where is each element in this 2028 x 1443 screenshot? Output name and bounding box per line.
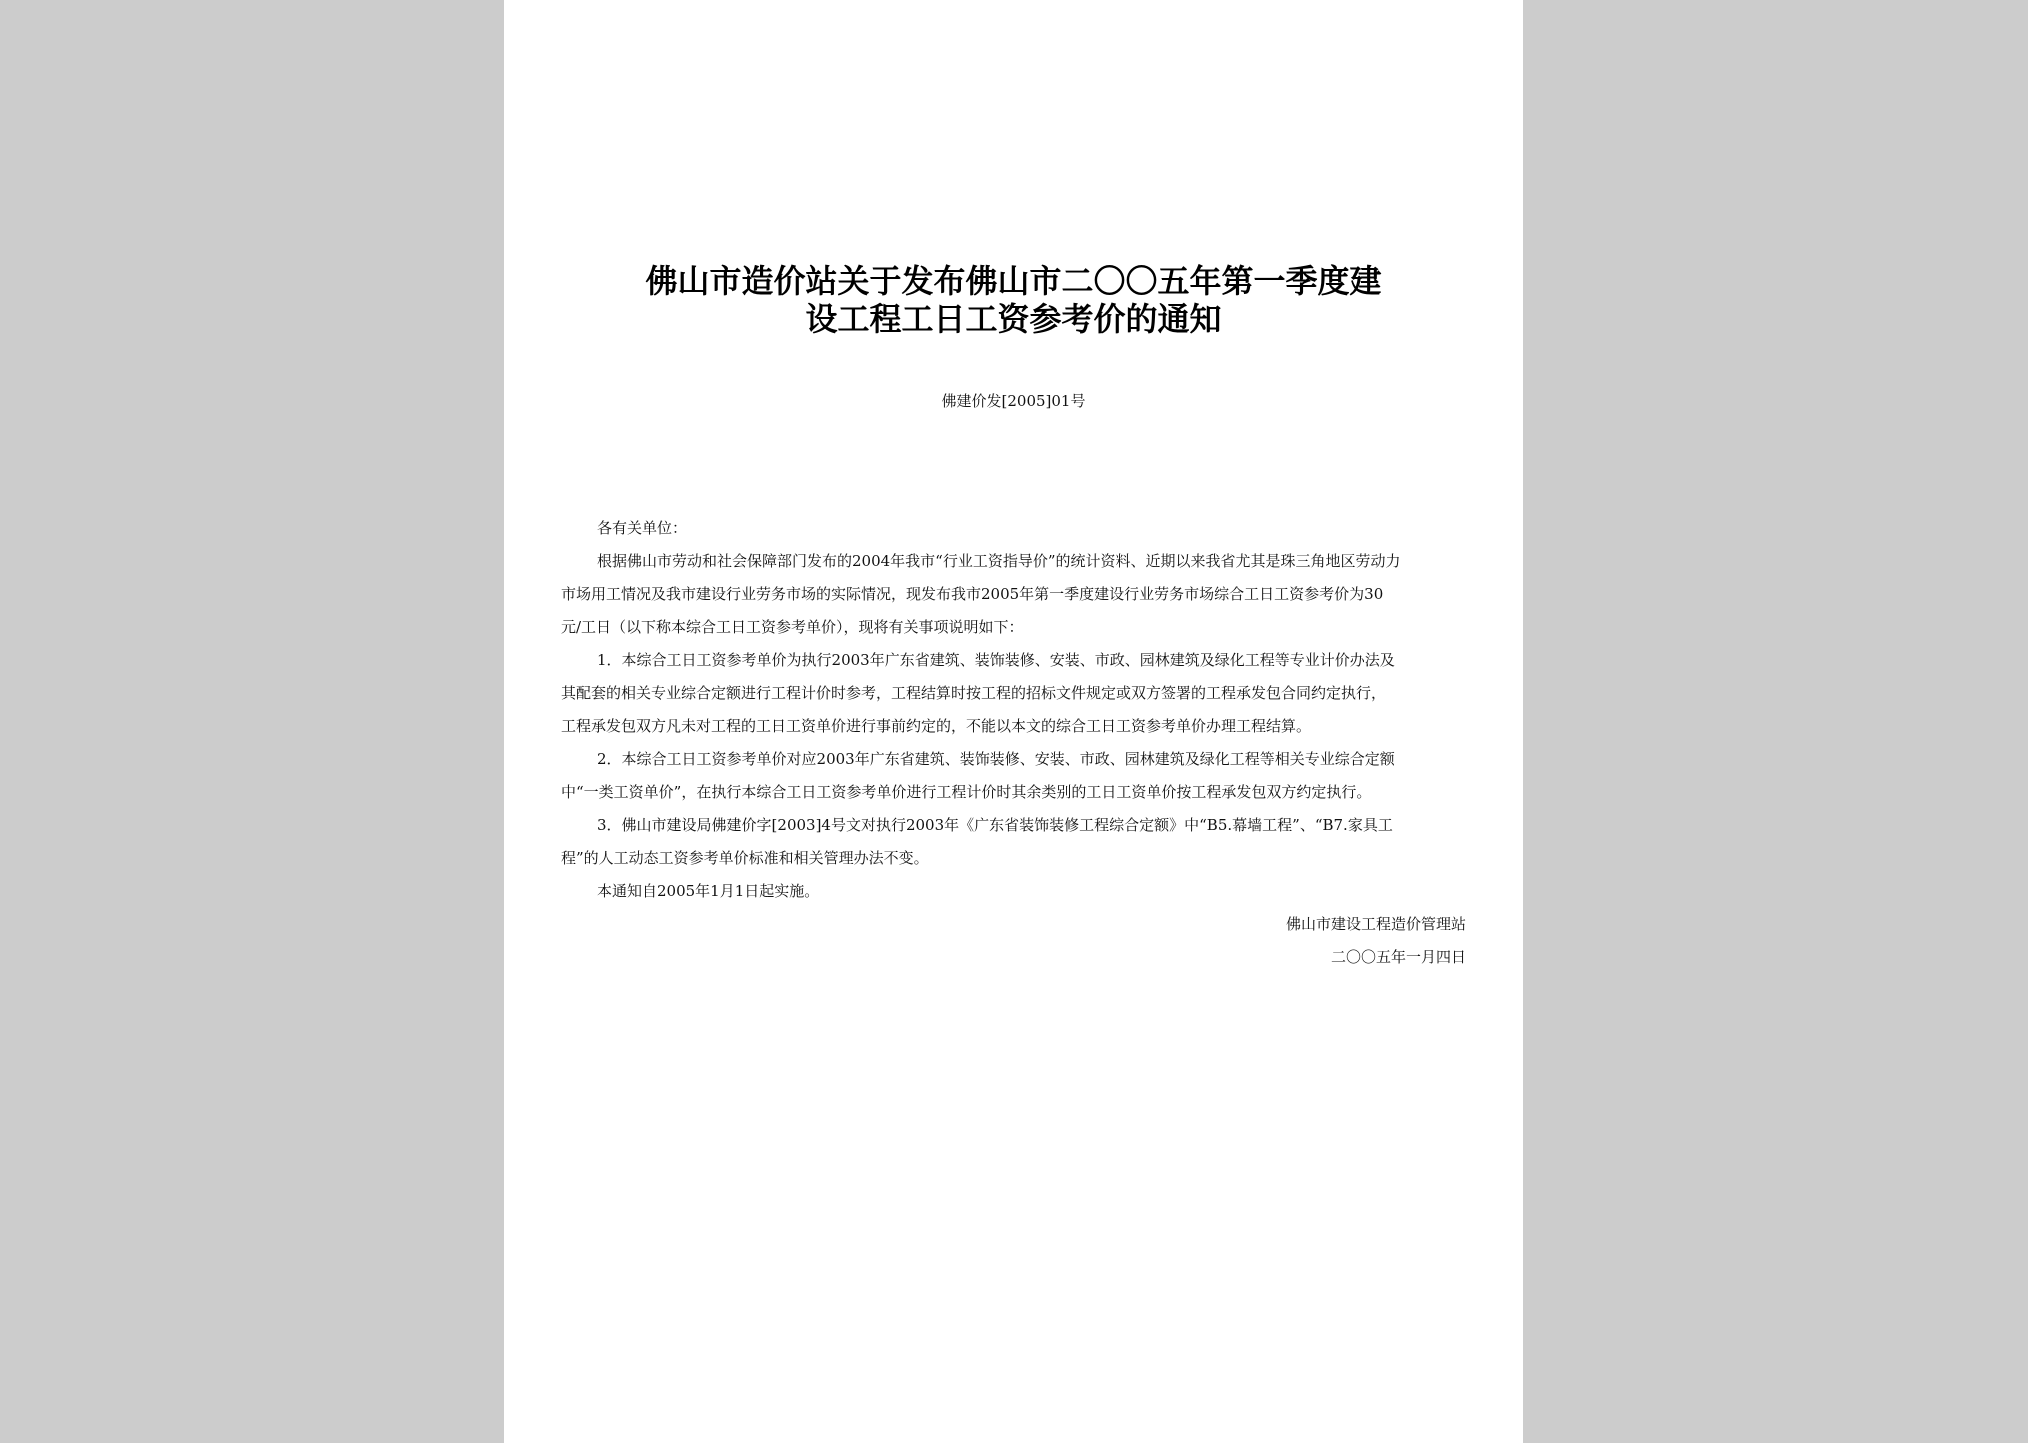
document-page [504,0,1523,1443]
paragraph-1-line-1: 根据佛山市劳动和社会保障部门发布的2004年我市“行业工资指导价”的统计资料、近期以来我省尤其是珠三角地区劳动力 [597,552,1401,570]
item-2-line-1: 2．本综合工日工资参考单价对应2003年广东省建筑、装饰装修、安装、市政、园林建筑及绿化工程等相关专业综合定额 [597,750,1395,768]
title-line-1: 佛山市造价站关于发布佛山市二〇〇五年第一季度建 [645,262,1382,300]
item-3-line-1: 3．佛山市建设局佛建价字[2003]4号文对执行2003年《广东省装饰装修工程综合定额》中“B5.幕墙工程”、“B7.家具工 [597,816,1393,834]
item-1-line-1: 1．本综合工日工资参考单价为执行2003年广东省建筑、装饰装修、安装、市政、园林建筑及绿化工程等专业计价办法及 [597,651,1395,669]
item-2-line-2: 中“一类工资单价”，在执行本综合工日工资参考单价进行工程计价时其余类别的工日工资单价按工程承发包双方约定执行。 [561,783,1372,801]
paragraph-1-line-3: 元/工日（以下称本综合工日工资参考单价），现将有关事项说明如下： [561,618,1024,636]
document-title [504,262,1523,338]
effective-date-note: 本通知自2005年1月1日起实施。 [597,882,820,900]
item-1-line-2: 其配套的相关专业综合定额进行工程计价时参考，工程结算时按工程的招标文件规定或双方签署的工程承发包合同约定执行， [561,684,1387,702]
paragraph-1-line-2: 市场用工情况及我市建设行业劳务市场的实际情况，现发布我市2005年第一季度建设行业劳务市场综合工日工资参考价为30 [561,585,1384,603]
document-number: 佛建价发[2005]01号 [941,392,1086,410]
item-3-line-2: 程”的人工动态工资参考单价标准和相关管理办法不变。 [561,849,929,867]
salutation: 各有关单位： [597,519,688,537]
item-1-line-3: 工程承发包双方凡未对工程的工日工资单价进行事前约定的，不能以本文的综合工日工资参考单价办理工程结算。 [561,717,1312,735]
title-line-2: 设工程工日工资参考价的通知 [805,300,1222,338]
issue-date: 二〇〇五年一月四日 [1330,948,1466,966]
issuer-signature: 佛山市建设工程造价管理站 [1285,915,1466,933]
